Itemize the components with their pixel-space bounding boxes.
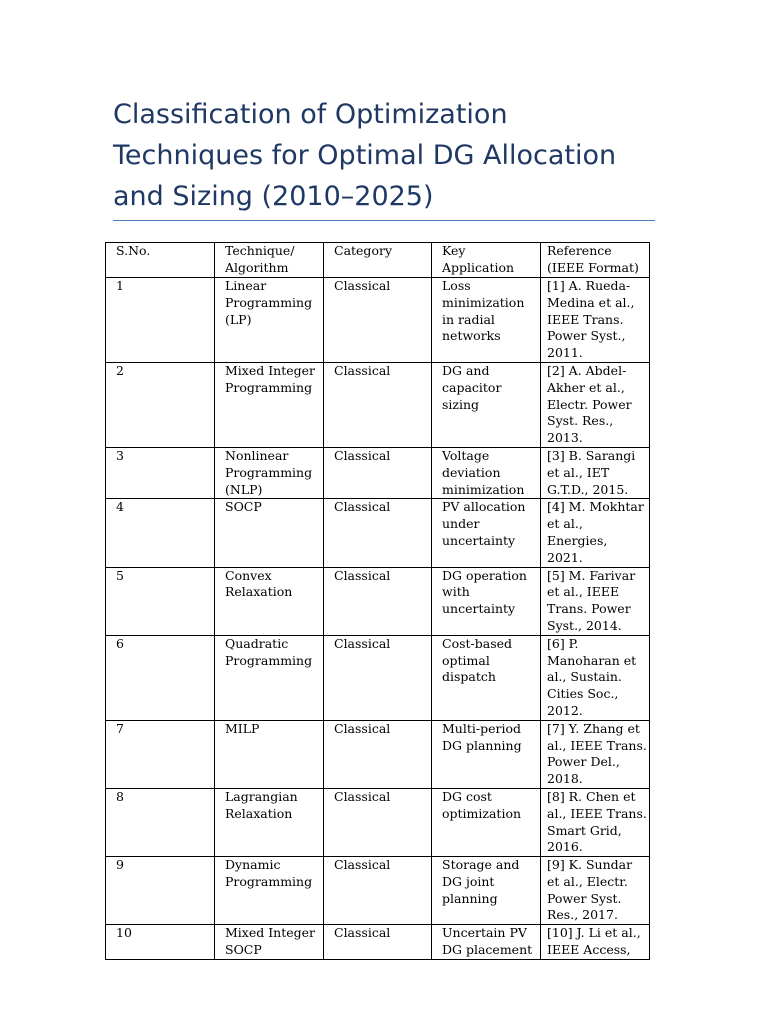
cell-sno: 1 — [106, 278, 215, 363]
cell-category: Classical — [324, 447, 432, 498]
cell-category: Classical — [324, 720, 432, 788]
cell-application: PV allocation under uncertainty — [432, 499, 541, 567]
cell-technique: SOCP — [215, 499, 324, 567]
cell-reference: [5] M. Farivar et al., IEEE Trans. Power Syst., 2014. — [541, 567, 650, 635]
cell-technique: MILP — [215, 720, 324, 788]
cell-application: DG and capacitor sizing — [432, 362, 541, 447]
table-row — [106, 278, 650, 363]
cell-sno: 6 — [106, 635, 215, 720]
header-cell-technique: Technique/ Algorithm — [215, 243, 324, 278]
cell-reference: [3] B. Sarangi et al., IET G.T.D., 2015. — [541, 447, 650, 498]
title-underline — [113, 220, 655, 221]
cell-technique: Mixed Integer Programming — [215, 362, 324, 447]
cell-sno: 5 — [106, 567, 215, 635]
cell-reference: [8] R. Chen et al., IEEE Trans. Smart Grid, 2016. — [541, 788, 650, 856]
cell-technique: Convex Relaxation — [215, 567, 324, 635]
table-row — [106, 788, 650, 856]
cell-sno: 7 — [106, 720, 215, 788]
cell-sno: 3 — [106, 447, 215, 498]
table-header-row — [106, 243, 650, 278]
cell-reference: [6] P. Manoharan et al., Sustain. Cities Soc., 2012. — [541, 635, 650, 720]
cell-application: Storage and DG joint planning — [432, 857, 541, 925]
cell-category: Classical — [324, 635, 432, 720]
cell-category: Classical — [324, 362, 432, 447]
cell-reference: [9] K. Sundar et al., Electr. Power Syst. Res., 2017. — [541, 857, 650, 925]
table-row — [106, 499, 650, 567]
cell-reference: [2] A. Abdel-Akher et al., Electr. Power Syst. Res., 2013. — [541, 362, 650, 447]
header-cell-category: Category — [324, 243, 432, 278]
header-cell-application: Key Application — [432, 243, 541, 278]
cell-application: Uncertain PV DG placement — [432, 925, 541, 960]
table-row — [106, 567, 650, 635]
cell-technique: Quadratic Programming — [215, 635, 324, 720]
techniques-table — [105, 242, 650, 960]
cell-category: Classical — [324, 567, 432, 635]
cell-category: Classical — [324, 499, 432, 567]
cell-application: Cost-based optimal dispatch — [432, 635, 541, 720]
table-row — [106, 635, 650, 720]
cell-reference: [4] M. Mokhtar et al., Energies, 2021. — [541, 499, 650, 567]
table-row — [106, 447, 650, 498]
cell-category: Classical — [324, 278, 432, 363]
table-row — [106, 925, 650, 960]
cell-application: DG operation with uncertainty — [432, 567, 541, 635]
cell-sno: 8 — [106, 788, 215, 856]
cell-category: Classical — [324, 788, 432, 856]
cell-technique: Linear Programming (LP) — [215, 278, 324, 363]
cell-sno: 10 — [106, 925, 215, 960]
cell-application: Loss minimization in radial networks — [432, 278, 541, 363]
cell-reference: [1] A. Rueda-Medina et al., IEEE Trans. Power Syst., 2011. — [541, 278, 650, 363]
cell-technique: Dynamic Programming — [215, 857, 324, 925]
header-cell-sno: S.No. — [106, 243, 215, 278]
cell-reference: [10] J. Li et al., IEEE Access, — [541, 925, 650, 960]
header-cell-reference: Reference (IEEE Format) — [541, 243, 650, 278]
cell-category: Classical — [324, 925, 432, 960]
table-row — [106, 362, 650, 447]
cell-sno: 9 — [106, 857, 215, 925]
cell-sno: 4 — [106, 499, 215, 567]
cell-application: Voltage deviation minimization — [432, 447, 541, 498]
cell-technique: Nonlinear Programming (NLP) — [215, 447, 324, 498]
cell-technique: Mixed Integer SOCP — [215, 925, 324, 960]
document-title: Classification of Optimization Techniques for Optimal DG Allocation and Sizing (2010–2025) — [113, 99, 617, 212]
cell-sno: 2 — [106, 362, 215, 447]
cell-technique: Lagrangian Relaxation — [215, 788, 324, 856]
table-row — [106, 857, 650, 925]
table-row — [106, 720, 650, 788]
cell-category: Classical — [324, 857, 432, 925]
cell-application: Multi-period DG planning — [432, 720, 541, 788]
cell-reference: [7] Y. Zhang et al., IEEE Trans. Power Del., 2018. — [541, 720, 650, 788]
cell-application: DG cost optimization — [432, 788, 541, 856]
